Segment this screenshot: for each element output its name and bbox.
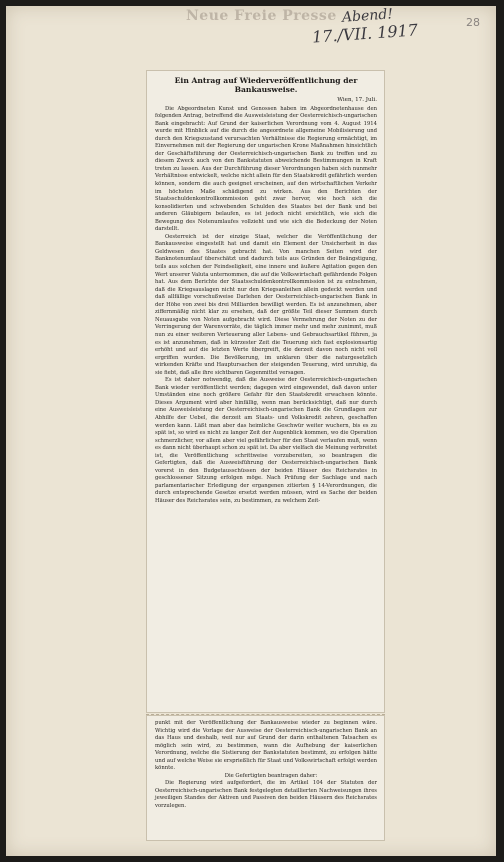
page-number: 28	[466, 16, 480, 29]
article-headline: Ein Antrag auf Wiederveröffentlichung der Bankausweise.	[174, 76, 358, 94]
newspaper-clipping-main	[146, 70, 385, 713]
handwritten-source-note: Abend!	[341, 6, 394, 26]
newspaper-stamp: Neue Freie Presse	[186, 8, 337, 24]
article-paragraph: Oesterreich ist der einzige Staat, welcher die Veröffentlichung der Bankausweise eingestellt hat und damit ein Element der Unsicherheit in das Geldwesen des Staates gebracht hat. Von manchen Seiten wird der Banknotenumlauf überschätzt und dadurch teils aus Gründen der Beängstigung, teils aus solchen der Feindseligkeit, eine innere und äußere Agitation gegen den Wert unserer Valuta unternommen, die auf die Volkswirtschaft gefährdende Folgen hat. Aus dem Berichte der Staatsschuldenkontrollkommission ist zu entnehmen, daß die Kriegsauslagen nicht nur den Kriegsanleihen allein gedeckt werden und daß allfällige vorschußweise Darlehen der Oesterreichisch-ungarischen Bank in der Höhe von zwei bis drei Milliarden bewilligt werden. Es ist anzunehmen, aber ziffernmäßig nicht klar zu ersehen, daß der größte Teil dieser Summen durch Neuausgabe von Noten aufgebracht wird. Diese Vermehrung der Noten zu der Verringerung der Warenvorräte, die täglich immer mehr und mehr zunimmt, muß nun zu einer weiteren Verteuerung aller Lebens- und Gebrauchsartikel führen, ja es ist anzunehmen, daß in kürzester Zeit die Teuerung sich fast explosionsartig erhöht und auf die letzten Werte übergreift, die derzeit davon noch nicht voll ergriffen wurden. Die Bevölkerung, im unklaren über die naturgesetzlich wirkenden Kräfte und Hauptursachen der steigenden Teuerung, wird unruhig, da sie fiebt, daß alle ihre sichtbaren Gegenmittel versagen.	[155, 233, 377, 376]
handwritten-date: 17./VII. 1917	[311, 20, 419, 47]
article-paragraph: Die Regierung wird aufgefordert, die im Artikel 104 der Statuten der Oesterreichisch-ungarischen Bank festgelegten detaillierten Nachweisungen ihres jeweiligen Standes der Aktiven und Passiven den beiden Häusern des Reichsrates vorzulegen.	[155, 780, 377, 810]
motion-heading: Die Gefertigten beantragen daher:	[224, 772, 318, 779]
article-dateline: Wien, 17. Juli.	[337, 97, 377, 103]
article-paragraph: Es ist daher notwendig, daß die Ausweise der Oesterreichisch-ungarischen Bank wieder veröffentlicht werden; dagegen wird eingewendet, daß davon unter Umständen eine noch größere Gefahr für den Staatskredit erwachsen könnte. Dieses Argument wird aber hinfällig, wenn man berücksichtigt, daß nur durch eine Ausweisleistung der Oesterreichisch-ungarischen Bank die Grundlagen zur Abhilfe der Uebel, die derzeit am Staats- und Volkskredit zehren, geschaffen werden kann. Läßt man aber das heimliche Geschwür weiter wuchern, bis es zu spät ist, so wird es nicht zu langer Zeit der Augenblick kommen, wo die Operation schmerzlicher, vor allem aber viel gefährlicher für den Staat verlaufen muß, wenn es dann nicht überhaupt schon zu spät ist. Da aber vielfach die Meinung verbreitet ist, die Veröffentlichung schrittweise vorzubereiten, so beantragen die Gefertigten, daß die Ausweisführung der Oesterreichisch-ungarischen Bank vorerst in den Budgetausschüssen der beiden Häuser des Reichsrates in geschlossener Sitzung erfolgen möge. Nach Prüfung der Sachlage und nach parlamentarischer Erledigung der ergangenen zitierten § 14-Verordnungen, die durch entsprechende Gesetze ersetzt werden müssen, wird es Sache der beiden Häuser des Reichsrates sein, zu bestimmen, zu welchem Zeit-	[155, 377, 377, 504]
article-paragraph: Die Abgeordneten Kunst und Genossen haben im Abgeordnetenhause den folgenden Antrag, betreffend die Ausweisleistung der Oesterreichisch-ungarischen Bank eingebracht: Auf Grund der kaiserlichen Verordnung vom 4. August 1914 wurde mit Hinblick auf die durch die angeordnete allgemeine Mobilisierung und durch den Kriegszustand verursachten Verhältnisse die Regierung ermächtigt, im Einvernehmen mit der Regierung der ungarischen Krone Maßnahmen hinsichtlich der Geschäftsführung der Oesterreichisch-ungarischen Bank zu treffen und zu diesem Zweck auch von den Bankstatuten abweichende Bestimmungen in Kraft treten zu lassen. Aus der Durchführung dieser Verordnungen haben sich nunmehr Verhältnisse entwickelt, welche nicht allein für den Staatskredit gefährlich werden können, sondern die auch geeignet erscheinen, auf den wirtschaftlichen Verkehr im höchsten Maße schädigend zu wirken. Aus den Berichten der Staatsschuldenkontrollkommission geht zwar hervor, wie hoch sich die konsolidierten und schwebenden Schulden des Staates bei der Bank und bei anderen Gläubigern belaufen, es ist jedoch nicht ersichtlich, wie sich die Bewegung des Notenumlaufes vollzieht und wie sich die Bedeckung der Noten darstellt.	[155, 105, 377, 233]
article-paragraph: punkt mit der Veröffentlichung der Bankausweise wieder zu beginnen wäre. Wichtig wird die Vorlage der Ausweise der Oesterreichisch-ungarischen Bank an das Haus und deshalb, weil nur auf Grund der darin enthaltenen Tatsachen es möglich sein wird, zu bestimmen, wann die Aufhebung der kaiserlichen Verordnung, welche die Sistierung der Bankstatuten bestimmt, zu erfolgen hätte und auf welche Weise sie ersprießlich für Staat und Volkswirtschaft erfolgt werden könnte.	[155, 720, 377, 772]
newspaper-clipping-continuation	[146, 715, 385, 841]
